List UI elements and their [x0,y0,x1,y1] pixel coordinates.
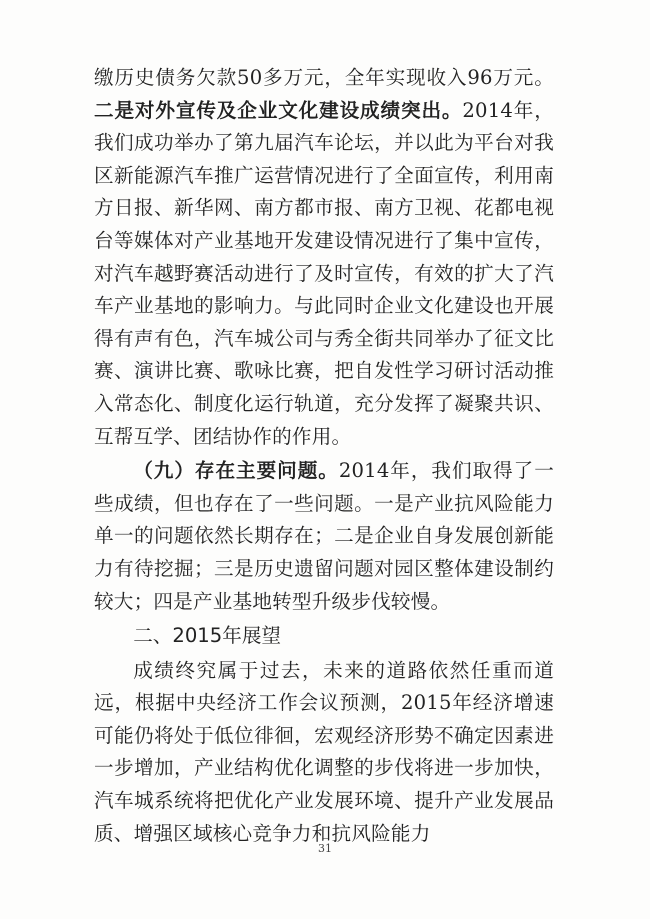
document-body [94,62,554,850]
paragraph-achievements [94,62,554,453]
paragraph-body-text: 2014年，我们取得了一些成绩，但也存在了一些问题。一是产业抗风险能力单一的问题依然长期存在；二是企业自身发展创新能力有待挖掘；三是历史遗留问题对园区整体建设制约较大；四是产业基地转型升级步伐较慢。 [94,459,555,613]
paragraph-main-problems [94,455,554,618]
paragraph-bold-heading: 二是对外宣传及企业文化建设成绩突出。 [94,98,463,122]
section-heading: 二、2015年展望 [133,624,282,648]
paragraph-lead-text: 缴历史债务欠款50多万元，全年实现收入96万元。 [94,66,554,89]
page-number: 31 [318,842,332,855]
paragraph-outlook: 成绩终究属于过去，未来的道路依然任重而道远，根据中央经济工作会议预测，2015年经济增速可能仍将处于低位徘徊，宏观经济形势不确定因素进一步增加，产业结构优化调整的步伐将进一步加快，汽车城系统将把优化产业发展环境、提升产业发展品质、增强区域核心竞争力和抗风险能力 [94,658,554,845]
paragraph-body-text: 2014年，我们成功举办了第九届汽车论坛，并以此为平台对我区新能源汽车推广运营情况进行了全面宣传，利用南方日报、新华网、南方都市报、南方卫视、花都电视台等媒体对产业基地开发建设情况进行了集中宣传，对汽车越野赛活动进行了及时宣传，有效的扩大了汽车产业基地的影响力。与此同时企业文化建设也开展得有声有色，汽车城公司与秀全街共同举办了征文比赛、演讲比赛、歌咏比赛，把自发性学习研讨活动推入常态化、制度化运行轨道，充分发挥了凝聚共识、互帮互学、团结协作的作用。 [94,98,554,448]
paragraph-bold-heading: （九）存在主要问题。 [133,459,339,483]
